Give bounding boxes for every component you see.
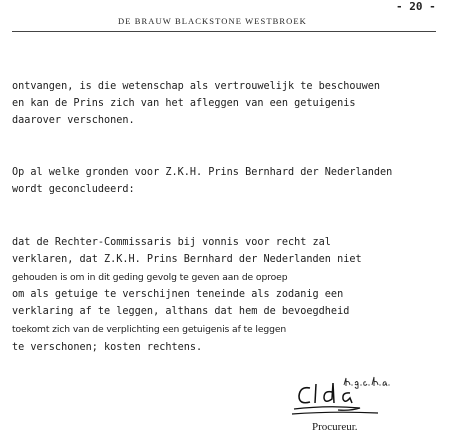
body-line-11: toekomt zich van de verplichting een getuigenis af te leggen [12,324,287,335]
body-line-12: te verschonen; kosten rechtens. [12,342,203,353]
body-line-4: Op al welke gronden voor Z.K.H. Prins Bernhard der Nederlanden [12,167,393,178]
body-line-5: wordt geconcludeerd: [12,184,135,195]
body-line-9: om als getuige te verschijnen teneinde als zodanig een [12,289,344,300]
body-line-10: verklaring af te leggen, althans dat hem de bevoegdheid [12,306,350,317]
body-line-8: gehouden is om in dit geding gevolg te geven aan de oproep [12,272,288,283]
body-line-2: en kan de Prins zich van het afleggen van een getuigenis [12,98,356,109]
letterhead-firm-name: DE BRAUW BLACKSTONE WESTBROEK [118,16,307,26]
page-number: - 20 - [396,0,436,13]
body-line-3: daarover verschonen. [12,115,135,126]
signatory-title: Procureur. [312,421,358,433]
body-line-1: ontvangen, is die wetenschap als vertrouwelijk te beschouwen [12,81,381,92]
body-line-7: verklaren, dat Z.K.H. Prins Bernhard der Nederlanden niet [12,254,362,265]
body-line-6: dat de Rechter-Commissaris bij vonnis voor recht zal [12,237,331,248]
handwritten-signature [288,378,388,418]
header-rule [12,31,436,32]
